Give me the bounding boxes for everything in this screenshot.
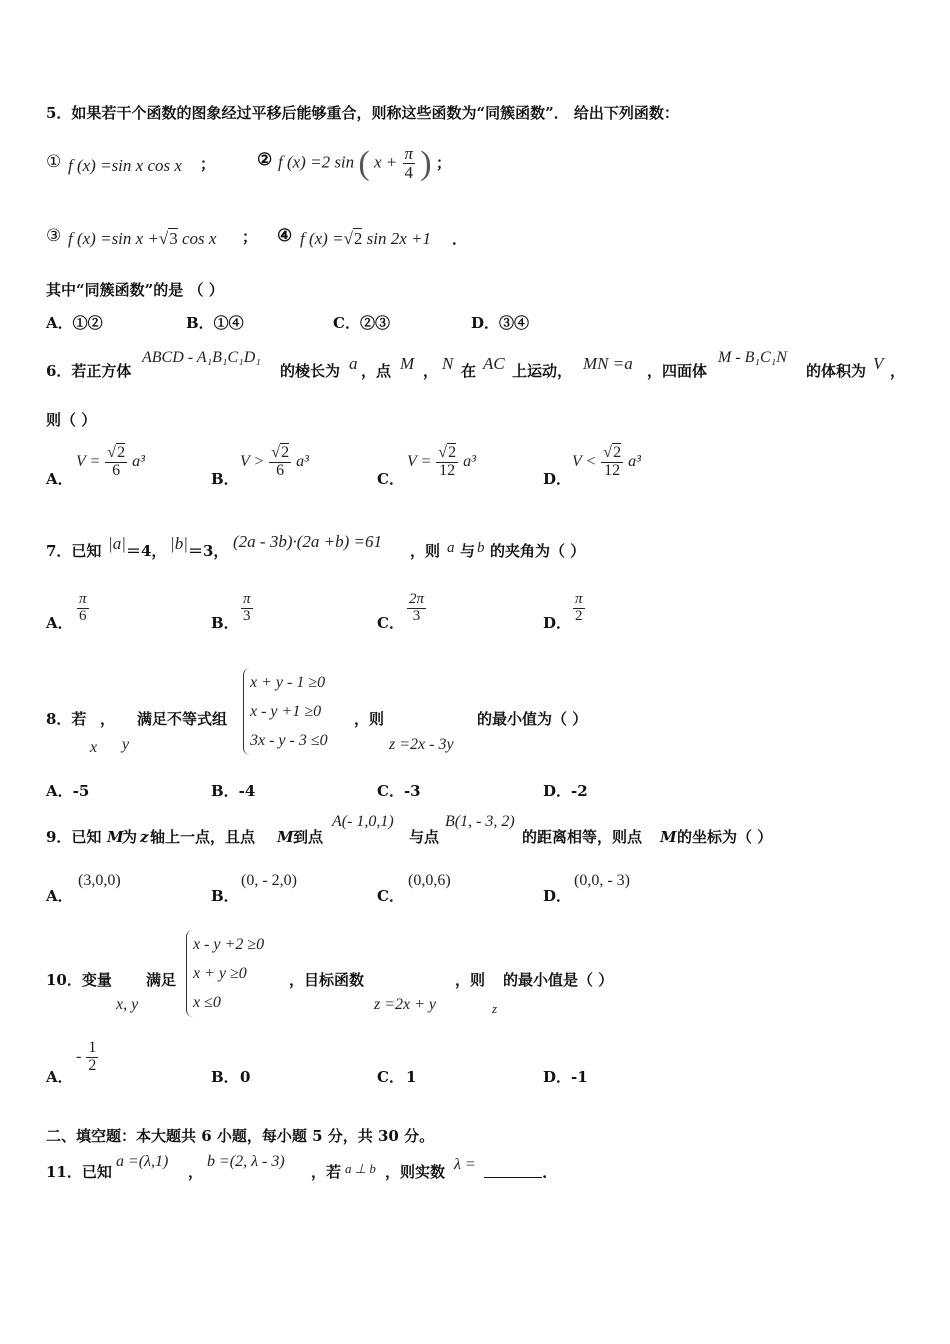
q7-b-den: 3: [243, 607, 251, 624]
q6-pre: 6．若正方体: [46, 362, 132, 380]
q8-option-a: A．-5: [46, 782, 90, 800]
q6-d-lhs: V <: [572, 452, 597, 470]
q11-vec-b: b =(2, λ - 3): [207, 1153, 285, 1170]
q7-b-num: π: [243, 591, 251, 607]
q9-m2: M: [277, 828, 294, 846]
q6-cube: ABCD - A₁B₁C₁D₁: [142, 349, 261, 366]
q5-f3: f (x) =sin x +√3 cos x: [68, 229, 217, 248]
q7-t1: ＝4，: [126, 542, 167, 560]
q7-abs-b-var: b: [174, 534, 184, 553]
q6-c-den: 12: [439, 461, 456, 479]
q7-vec-b: b: [477, 540, 485, 556]
q7-option-d: [572, 592, 586, 625]
q11-perp: a ⊥ b: [345, 1161, 376, 1176]
q10-label-d: D．: [543, 1068, 572, 1086]
q9-option-a: (3,0,0): [78, 872, 121, 889]
q5-f2-mark: ②: [257, 150, 273, 170]
q9-t3: 到点: [293, 828, 324, 846]
q8-option-d: D．-2: [543, 782, 588, 800]
q11-vec-a: a =(λ,1): [116, 1153, 169, 1170]
q5-stem: 5．如果若干个函数的图象经过平移后能够重合，则称这些函数为“同簇函数”． 给出下列函数：: [46, 104, 679, 122]
q8-pre: 8．若: [46, 710, 87, 728]
q6-t8: ，: [890, 362, 906, 380]
q6-continue: 则（ ）: [46, 411, 97, 429]
q8-comma: ，: [100, 710, 116, 728]
q6-a-lhs: V =: [76, 452, 101, 470]
q5-ask: 其中“同簇函数”的是 （ ）: [46, 281, 224, 299]
q7-t4: 与: [460, 542, 476, 560]
q10-ineq-1: x - y +2 ≥0: [193, 936, 265, 953]
q5-f3-pre: f (x) =sin x +: [68, 229, 159, 248]
q10-option-d: -1: [571, 1068, 588, 1086]
q10-vars: x, y: [116, 996, 139, 1013]
q6-option-a: V = $\frac{√2}{6}$ a³: [76, 444, 145, 479]
q7-d-num: π: [575, 591, 583, 607]
q10-t2: ，目标函数: [289, 971, 365, 989]
q10-t4: 的最小值是（ ）: [503, 971, 614, 989]
q8-t1: 满足不等式组: [137, 710, 228, 728]
q8-t2: ，则: [354, 710, 385, 728]
q10-t1: 满足: [146, 971, 177, 989]
q8-var-x: x: [90, 739, 98, 756]
q10-option-a: [76, 1040, 99, 1075]
q5-f4-root: 2: [353, 229, 363, 248]
q6-edge: a: [349, 354, 358, 373]
q5-f4-post: sin 2x +1: [366, 229, 432, 248]
section-2-heading: 二、填空题：本大题共 6 小题，每小题 5 分，共 30 分。: [46, 1127, 435, 1145]
q6-d-den: 12: [604, 461, 621, 479]
q6-c-lhs: V =: [407, 452, 432, 470]
q11-pre: 11．已知: [46, 1163, 112, 1181]
q9-t2: 轴上一点，且点: [150, 828, 256, 846]
q7-t5: 的夹角为（ ）: [490, 542, 586, 560]
q6-t7: 的体积为: [806, 362, 867, 380]
q7-label-a: A．: [46, 614, 73, 632]
q7-vec-a: a: [447, 540, 455, 556]
q9-option-c: (0,0,6): [408, 872, 451, 889]
q5-f1-mark: ①: [46, 152, 62, 172]
q11-end: .: [542, 1164, 548, 1182]
q7-pre: 7．已知: [46, 542, 102, 560]
q9-option-d: (0,0, - 3): [574, 872, 630, 889]
q9-label-c: C．: [377, 887, 404, 905]
q5-f2-den: 4: [404, 163, 414, 183]
q9-z-axis: z: [140, 828, 149, 846]
q7-d-den: 2: [575, 607, 583, 624]
q11-answer-blank[interactable]: [484, 1163, 547, 1182]
q6-b-num: 2: [281, 444, 290, 461]
q5-f3-root: 3: [169, 229, 178, 248]
q5-f2-end: ；: [436, 154, 452, 172]
q6-label-a: A．: [46, 470, 73, 488]
q6-ac: AC: [483, 354, 505, 373]
q9-t1: 为: [122, 828, 138, 846]
q9-label-d: D．: [543, 887, 572, 905]
q9-pre: 9．已知: [46, 828, 102, 846]
q7-abs-a: |a|: [108, 534, 126, 553]
q11-lambda: λ =: [454, 1156, 476, 1173]
q10-pre: 10．变量: [46, 971, 112, 989]
q6-a-tail: a³: [132, 452, 145, 470]
q6-point-m: M: [400, 354, 415, 373]
q9-option-b: (0, - 2,0): [241, 872, 297, 889]
q8-t3: 的最小值为（ ）: [477, 710, 588, 728]
q10-inequality-system: [186, 930, 264, 1017]
q5-option-a: A．①②: [46, 314, 103, 332]
q5-f3-mark: ③: [46, 226, 62, 246]
q6-label-c: C．: [377, 470, 404, 488]
q7-c-den: 3: [412, 607, 421, 624]
q6-tetrahedron: M - B₁C₁N: [718, 349, 787, 366]
q9-t5: 的距离相等，则点: [522, 828, 643, 846]
q7-abs-b: |b|: [170, 534, 188, 553]
q6-point-n: N: [442, 354, 454, 373]
q5-f4: f (x) =√2 sin 2x +1: [300, 229, 432, 248]
q6-t1: 的棱长为: [280, 362, 341, 380]
q7-t3: ，则: [410, 542, 441, 560]
q9-label-b: B．: [211, 887, 239, 905]
q7-option-a: [76, 592, 90, 625]
q5-option-b: B．①④: [186, 314, 244, 332]
q6-option-d: V < $\frac{√2}{12}$ a³: [572, 444, 641, 479]
q5-option-d: D．③④: [471, 314, 530, 332]
q6-t5: 上运动，: [512, 362, 573, 380]
q10-a-num: 1: [88, 1039, 97, 1056]
q9-t6: 的坐标为（ ）: [677, 828, 773, 846]
q5-f4-mark: ④: [277, 226, 293, 246]
q8-objective: z =2x - 3y: [389, 736, 454, 753]
q9-label-a: A．: [46, 887, 73, 905]
q10-option-b: 0: [240, 1068, 251, 1086]
q5-f4-end: ．: [452, 230, 468, 248]
q6-b-den: 6: [276, 461, 285, 479]
q5-f2-pre: f (x) =2 sin: [278, 152, 355, 172]
q10-ineq-3: x ≤0: [193, 994, 221, 1011]
q5-option-c: C．②③: [333, 314, 390, 332]
q11-comma: ，: [188, 1163, 204, 1181]
q8-option-c: C．-3: [377, 782, 421, 800]
q10-objective: z =2x + y: [374, 996, 437, 1013]
q5-f3-post: cos x: [182, 229, 217, 248]
q7-option-c: [406, 592, 427, 625]
q6-a-den: 6: [112, 461, 121, 479]
q10-label-c: C．: [377, 1068, 404, 1086]
q7-label-d: D．: [543, 614, 572, 632]
q6-d-num: 2: [613, 444, 622, 461]
q6-t4: 在: [461, 362, 477, 380]
q5-f2-num: π: [404, 144, 414, 164]
q7-c-num: 2π: [409, 591, 425, 607]
q10-ineq-2: x + y ≥0: [193, 965, 247, 982]
q6-label-d: D．: [543, 470, 572, 488]
q10-label-b: B．: [211, 1068, 239, 1086]
q6-option-c: V = $\frac{√2}{12}$ a³: [407, 444, 476, 479]
q9-m1: M: [107, 828, 124, 846]
q6-mn: MN =a: [583, 354, 633, 373]
q9-point-b: B(1, - 3, 2): [445, 813, 515, 830]
q6-t2: ，点: [361, 362, 392, 380]
q7-label-b: B．: [211, 614, 239, 632]
q7-a-num: π: [79, 591, 87, 607]
q5-f1-end: ；: [200, 155, 216, 173]
q7-expr: (2a - 3b)·(2a +b) =61: [233, 532, 382, 551]
q7-a-den: 6: [79, 607, 87, 624]
q10-option-c: 1: [406, 1068, 417, 1086]
q6-label-b: B．: [211, 470, 239, 488]
q11-t1: ，若: [311, 1163, 342, 1181]
q6-t3: ，: [423, 362, 439, 380]
q9-point-a: A(- 1,0,1): [332, 813, 394, 830]
q6-t6: ，四面体: [647, 362, 708, 380]
q5-f2: f (x) =2 sin ( x + $\frac{\pi}{4}$ ): [278, 144, 432, 183]
q8-var-y: y: [122, 736, 130, 753]
q10-t3: ，则: [455, 971, 486, 989]
q11-blank-line[interactable]: [484, 1163, 542, 1178]
q5-f2-inner: x +: [373, 152, 398, 172]
q11-t2: ，则实数: [385, 1163, 446, 1181]
q8-option-b: B．-4: [211, 782, 256, 800]
q8-ineq-3: 3x - y - 3 ≤0: [250, 732, 328, 749]
q10-a-den: 2: [88, 1056, 97, 1074]
q6-option-b: V > $\frac{√2}{6}$ a³: [240, 444, 309, 479]
q6-d-tail: a³: [628, 452, 641, 470]
q9-t4: 与点: [409, 828, 440, 846]
q8-inequality-system: [243, 668, 328, 755]
q5-f4-pre: f (x) =: [300, 229, 344, 248]
q6-a-num: 2: [117, 444, 126, 461]
q10-a-sign: -: [76, 1047, 82, 1065]
q5-f3-end: ；: [242, 228, 258, 246]
q7-t2: ＝3，: [188, 542, 229, 560]
q5-f1: f (x) =sin x cos x: [68, 156, 182, 175]
q6-c-num: 2: [448, 444, 457, 461]
q7-option-b: [240, 592, 254, 625]
q6-volume: V: [873, 354, 884, 373]
q6-c-tail: a³: [463, 452, 476, 470]
q7-abs-a-var: a: [112, 534, 122, 553]
q8-ineq-2: x - y +1 ≥0: [250, 703, 322, 720]
q10-z: z: [492, 1001, 498, 1016]
q7-label-c: C．: [377, 614, 404, 632]
q6-b-tail: a³: [296, 452, 309, 470]
q10-label-a: A．: [46, 1068, 73, 1086]
q9-m3: M: [660, 828, 677, 846]
q6-b-lhs: V >: [240, 452, 265, 470]
q8-ineq-1: x + y - 1 ≥0: [250, 674, 326, 691]
